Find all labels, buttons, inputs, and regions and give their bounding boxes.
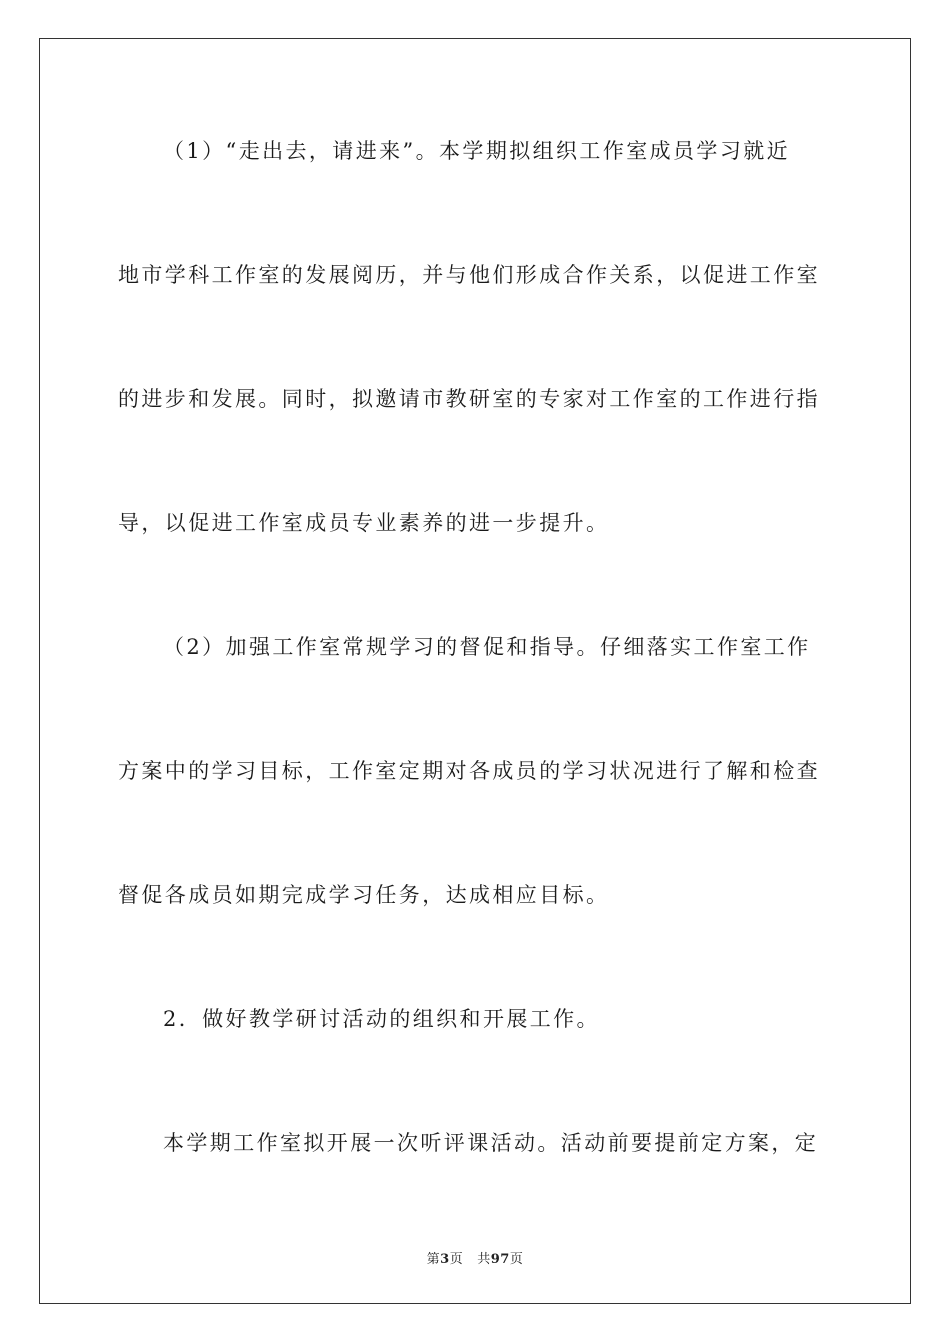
page-footer: [0, 1248, 950, 1267]
page-border: [39, 38, 911, 1304]
paragraph-line: 本学期工作室拟开展一次听评课活动。活动前要提前定方案，定: [163, 1131, 819, 1155]
page-prefix: 第: [426, 1252, 441, 1267]
total-prefix: 共: [477, 1252, 491, 1267]
paragraph-line: 督促各成员如期完成学习任务，达成相应目标。: [118, 883, 610, 907]
page-suffix: 页: [449, 1252, 464, 1267]
page-number: 3: [440, 1252, 450, 1267]
total-suffix: 页: [509, 1252, 524, 1267]
paragraph-line: 地市学科工作室的发展阅历，并与他们形成合作关系，以促进工作室: [118, 263, 820, 287]
section-heading: 2．做好教学研讨活动的组织和开展工作。: [163, 1007, 600, 1031]
paragraph-line: 方案中的学习目标，工作室定期对各成员的学习状况进行了解和检查: [118, 759, 820, 783]
paragraph-line: 的进步和发展。同时，拟邀请市教研室的专家对工作室的工作进行指: [118, 387, 820, 411]
paragraph-line: 导，以促进工作室成员专业素养的进一步提升。: [118, 511, 610, 535]
total-pages: 97: [490, 1252, 510, 1267]
paragraph-line: （1）“走出去，请进来”。本学期拟组织工作室成员学习就近: [163, 139, 791, 163]
paragraph-line: （2）加强工作室常规学习的督促和指导。仔细落实工作室工作: [163, 635, 811, 659]
